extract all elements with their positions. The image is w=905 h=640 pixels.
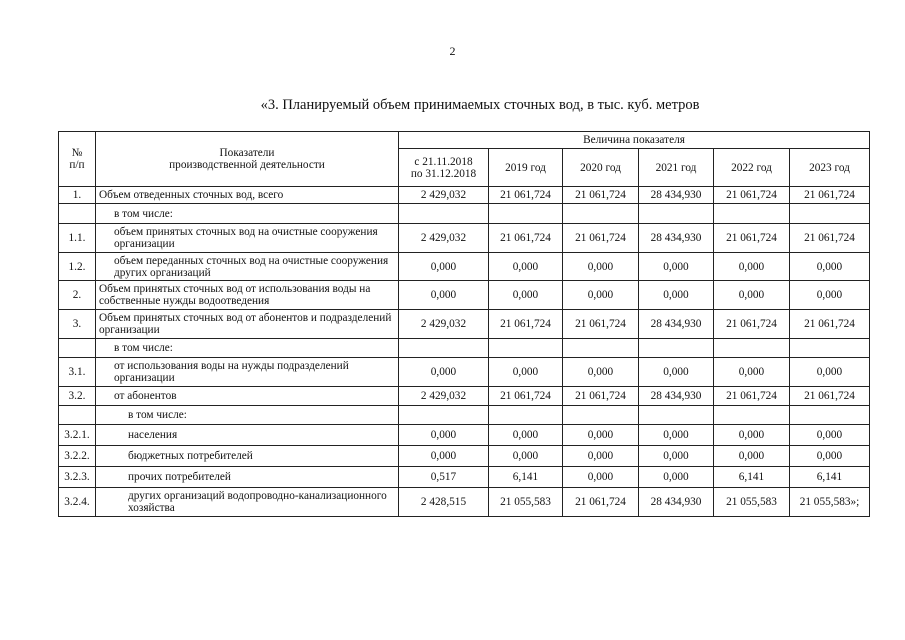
row-value: 28 434,930 bbox=[639, 187, 714, 204]
row-value: 2 429,032 bbox=[399, 224, 489, 253]
row-indicator: Объем принятых сточных вод от абонентов и подразделений организации bbox=[96, 310, 399, 339]
row-value: 0,000 bbox=[563, 446, 639, 467]
row-number bbox=[59, 406, 96, 425]
table-row bbox=[59, 387, 870, 406]
row-value: 0,000 bbox=[639, 446, 714, 467]
row-value: 0,000 bbox=[563, 281, 639, 310]
row-value bbox=[639, 339, 714, 358]
header-period: 2019 год bbox=[489, 149, 563, 187]
row-value: 28 434,930 bbox=[639, 387, 714, 406]
row-value: 21 061,724 bbox=[790, 224, 870, 253]
row-value: 0,000 bbox=[563, 467, 639, 488]
row-value: 0,000 bbox=[639, 253, 714, 281]
table-row bbox=[59, 446, 870, 467]
row-value: 21 061,724 bbox=[563, 224, 639, 253]
row-indicator: Объем принятых сточных вод от использования воды на собственные нужды водоотведения bbox=[96, 281, 399, 310]
row-value: 0,000 bbox=[639, 281, 714, 310]
row-value: 21 061,724 bbox=[714, 387, 790, 406]
row-value bbox=[563, 406, 639, 425]
table-row bbox=[59, 253, 870, 281]
header-period: с 21.11.2018 по 31.12.2018 bbox=[399, 149, 489, 187]
row-value: 0,000 bbox=[489, 425, 563, 446]
row-value bbox=[790, 339, 870, 358]
row-value: 0,000 bbox=[714, 281, 790, 310]
row-value: 2 429,032 bbox=[399, 387, 489, 406]
header-group: Величина показателя bbox=[399, 132, 870, 149]
row-value: 2 428,515 bbox=[399, 488, 489, 517]
table-row bbox=[59, 358, 870, 387]
row-value: 28 434,930 bbox=[639, 488, 714, 517]
row-value: 21 061,724 bbox=[563, 488, 639, 517]
row-indicator: объем переданных сточных вод на очистные сооружения других организаций bbox=[96, 253, 399, 281]
header-indicator: Показатели производственной деятельности bbox=[96, 132, 399, 187]
row-value bbox=[790, 204, 870, 224]
row-value: 21 055,583 bbox=[489, 488, 563, 517]
row-number: 3.2.1. bbox=[59, 425, 96, 446]
table-row bbox=[59, 224, 870, 253]
row-value bbox=[563, 204, 639, 224]
row-value: 0,000 bbox=[399, 358, 489, 387]
row-value: 21 061,724 bbox=[714, 310, 790, 339]
row-value: 0,000 bbox=[639, 358, 714, 387]
row-value: 0,000 bbox=[399, 281, 489, 310]
table-row bbox=[59, 425, 870, 446]
row-value: 21 061,724 bbox=[714, 187, 790, 204]
row-indicator: населения bbox=[96, 425, 399, 446]
row-value: 6,141 bbox=[714, 467, 790, 488]
row-value: 0,000 bbox=[790, 446, 870, 467]
row-number bbox=[59, 204, 96, 224]
row-indicator: Объем отведенных сточных вод, всего bbox=[96, 187, 399, 204]
row-number: 2. bbox=[59, 281, 96, 310]
row-value: 21 061,724 bbox=[790, 310, 870, 339]
row-value: 21 061,724 bbox=[489, 187, 563, 204]
row-indicator: в том числе: bbox=[96, 406, 399, 425]
row-number: 3.2.3. bbox=[59, 467, 96, 488]
row-value: 0,000 bbox=[399, 446, 489, 467]
row-value: 2 429,032 bbox=[399, 187, 489, 204]
row-indicator: объем принятых сточных вод на очистные сооружения организации bbox=[96, 224, 399, 253]
row-value bbox=[563, 339, 639, 358]
row-value: 0,000 bbox=[639, 425, 714, 446]
table-row bbox=[59, 281, 870, 310]
header-period: 2022 год bbox=[714, 149, 790, 187]
row-value: 2 429,032 bbox=[399, 310, 489, 339]
row-number: 3.2. bbox=[59, 387, 96, 406]
row-value bbox=[399, 406, 489, 425]
row-value: 6,141 bbox=[790, 467, 870, 488]
row-indicator: прочих потребителей bbox=[96, 467, 399, 488]
row-value: 0,000 bbox=[563, 425, 639, 446]
row-value bbox=[639, 204, 714, 224]
row-value bbox=[790, 406, 870, 425]
row-value: 0,000 bbox=[714, 253, 790, 281]
row-value: 0,000 bbox=[714, 358, 790, 387]
header-period: 2020 год bbox=[563, 149, 639, 187]
row-value: 21 061,724 bbox=[563, 310, 639, 339]
table-row bbox=[59, 339, 870, 358]
row-value: 0,000 bbox=[714, 425, 790, 446]
table-row bbox=[59, 310, 870, 339]
table-row bbox=[59, 204, 870, 224]
row-indicator: от использования воды на нужды подразделений организации bbox=[96, 358, 399, 387]
row-number: 3.2.2. bbox=[59, 446, 96, 467]
row-value bbox=[489, 204, 563, 224]
table-row bbox=[59, 187, 870, 204]
row-value: 0,517 bbox=[399, 467, 489, 488]
row-indicator: в том числе: bbox=[96, 204, 399, 224]
row-indicator: бюджетных потребителей bbox=[96, 446, 399, 467]
row-value: 0,000 bbox=[563, 358, 639, 387]
row-indicator: в том числе: bbox=[96, 339, 399, 358]
table-row bbox=[59, 488, 870, 517]
row-value: 21 061,724 bbox=[489, 224, 563, 253]
row-value: 21 061,724 bbox=[563, 187, 639, 204]
row-value: 0,000 bbox=[639, 467, 714, 488]
page-number: 2 bbox=[449, 44, 456, 58]
row-value: 0,000 bbox=[399, 425, 489, 446]
header-period: 2021 год bbox=[639, 149, 714, 187]
row-value: 0,000 bbox=[790, 358, 870, 387]
row-value: 28 434,930 bbox=[639, 224, 714, 253]
row-number bbox=[59, 339, 96, 358]
row-value: 21 061,724 bbox=[790, 387, 870, 406]
row-value: 0,000 bbox=[399, 253, 489, 281]
row-value: 28 434,930 bbox=[639, 310, 714, 339]
row-value bbox=[639, 406, 714, 425]
table-row bbox=[59, 467, 870, 488]
row-value: 21 061,724 bbox=[714, 224, 790, 253]
row-value: 0,000 bbox=[790, 425, 870, 446]
row-value bbox=[714, 339, 790, 358]
row-value: 21 061,724 bbox=[563, 387, 639, 406]
row-value: 21 061,724 bbox=[489, 387, 563, 406]
row-number: 1.1. bbox=[59, 224, 96, 253]
sewage-volume-table bbox=[58, 131, 870, 517]
row-value: 0,000 bbox=[790, 253, 870, 281]
header-period: 2023 год bbox=[790, 149, 870, 187]
row-value: 0,000 bbox=[489, 281, 563, 310]
row-value: 0,000 bbox=[489, 446, 563, 467]
row-value bbox=[714, 204, 790, 224]
row-value bbox=[399, 204, 489, 224]
row-number: 1. bbox=[59, 187, 96, 204]
row-value: 0,000 bbox=[790, 281, 870, 310]
table-title: «3. Планируемый объем принимаемых сточных вод, в тыс. куб. метров bbox=[260, 97, 700, 113]
row-value: 21 061,724 bbox=[790, 187, 870, 204]
row-number: 3.1. bbox=[59, 358, 96, 387]
row-value: 0,000 bbox=[563, 253, 639, 281]
row-value: 21 055,583»; bbox=[790, 488, 870, 517]
header-num: № п/п bbox=[59, 132, 96, 187]
row-indicator: от абонентов bbox=[96, 387, 399, 406]
row-value bbox=[399, 339, 489, 358]
row-number: 1.2. bbox=[59, 253, 96, 281]
row-value: 21 061,724 bbox=[489, 310, 563, 339]
row-value bbox=[489, 406, 563, 425]
row-value bbox=[714, 406, 790, 425]
row-indicator: других организаций водопроводно-канализационного хозяйства bbox=[96, 488, 399, 517]
row-value bbox=[489, 339, 563, 358]
row-value: 6,141 bbox=[489, 467, 563, 488]
table-row bbox=[59, 406, 870, 425]
row-value: 0,000 bbox=[714, 446, 790, 467]
row-number: 3.2.4. bbox=[59, 488, 96, 517]
row-value: 0,000 bbox=[489, 358, 563, 387]
row-value: 0,000 bbox=[489, 253, 563, 281]
row-value: 21 055,583 bbox=[714, 488, 790, 517]
row-number: 3. bbox=[59, 310, 96, 339]
